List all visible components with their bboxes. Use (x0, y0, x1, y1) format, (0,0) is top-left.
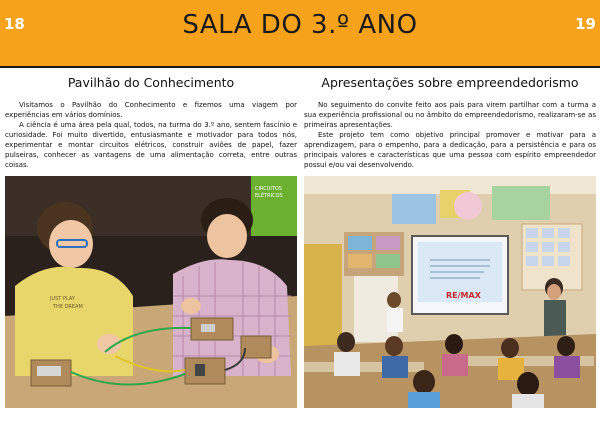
page-header (0, 0, 600, 68)
article-heading: Apresentações sobre empreendedorismo (321, 75, 579, 90)
photo-classroom-presentation (304, 176, 596, 408)
page-number-right: 19 (575, 15, 596, 33)
article-paragraph: Visitamos o Pavilhão do Conhecimento e fizemos uma viagem por experiências em vários domínios. (5, 101, 297, 119)
page-number-left: 18 (4, 15, 25, 33)
page-title: SALA DO 3.º ANO (182, 10, 418, 40)
exhibit-sign (251, 176, 297, 236)
svg-text:ELÉTRICOS: ELÉTRICOS (255, 193, 283, 199)
article-science-pavilion (5, 70, 297, 170)
photo-illustration (5, 176, 297, 408)
article-entrepreneurship (304, 70, 596, 170)
sign-text: CIRCUITOS (255, 186, 282, 192)
article-paragraph: Este projeto tem como objetivo principal promover e motivar para a aprendizagem, para o empenho, para a dedicação, para a persistência e para os principais valores e características que uma pessoa com espírito empreendedor possui e/ou vai desenvolvendo. (304, 131, 596, 169)
photo-illustration (304, 176, 596, 408)
screen-logo: RE/MAX (446, 291, 481, 300)
article-heading: Pavilhão do Conhecimento (67, 75, 235, 90)
photo-electric-circuits (5, 176, 297, 408)
article-paragraph: No seguimento do convite feito aos pais para virem partilhar com a turma a sua experiência profissional ou no âmbito do empreendedorismo, realizaram-se as primeiras apresentações. (304, 101, 596, 129)
wall-poster (492, 186, 550, 220)
svg-text:THE DREAM: THE DREAM (53, 304, 83, 310)
svg-text:JUST PLAY: JUST PLAY (50, 296, 75, 302)
article-paragraph: A ciência é uma área pela qual, todos, na turma do 3.º ano, sentem fascínio e curiosidade. Foi muito divertido, entusiasmante e motivador para todos nós, experimentar e montar circuitos elétricos, construir aviões de papel, fazer pulseiras, conhecer as vantagens de uma alimentação correta, entre outras coisas. (5, 121, 297, 169)
